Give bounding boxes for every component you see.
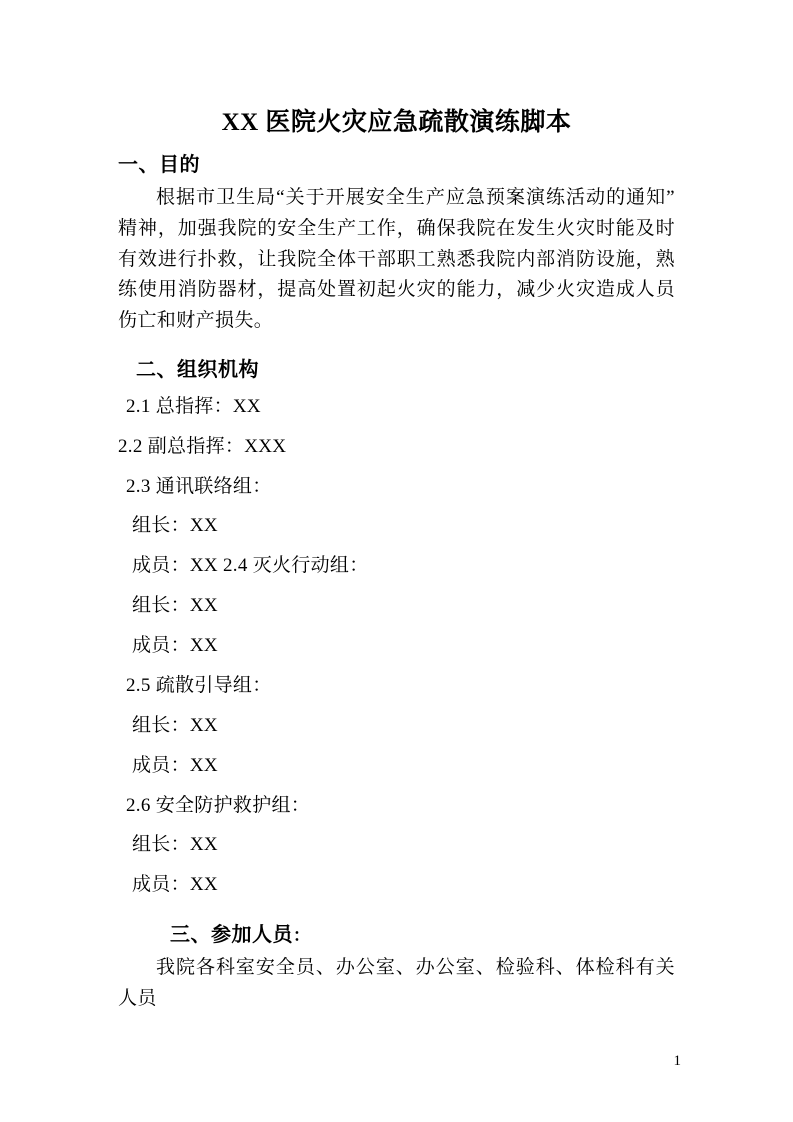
paragraph-purpose: 根据市卫生局“关于开展安全生产应急预案演练活动的通知”精神，加强我院的安全生产工作，确保我院在发生火灾时能及时有效进行扑救，让我院全体干部职工熟悉我院内部消防设施，熟练使用消防器材，提高处置初起火灾的能力，减少火灾造成人员伤亡和财产损失。: [118, 187, 675, 332]
list-item: 成员：XX: [132, 754, 218, 776]
section-heading-participants: [118, 918, 675, 947]
list-item: 2.1 总指挥：XX: [126, 395, 261, 417]
list-item: 2.2 副总指挥：XXX: [118, 435, 287, 457]
page-number: 1: [673, 1053, 681, 1069]
page-title: XX 医院火灾应急疏散演练脚本: [221, 109, 572, 136]
list-item: 2.5 疏散引导组：: [126, 674, 272, 696]
section-heading-purpose: 一、目的: [118, 152, 200, 176]
list-item: 组长：XX: [132, 515, 218, 537]
list-item: 2.6 安全防护救护组：: [126, 794, 311, 816]
list-item: 成员：XX 2.4 灭火行动组：: [132, 555, 369, 577]
list-item: 成员：XX: [132, 635, 218, 657]
list-item: 2.3 通讯联络组：: [126, 475, 272, 497]
list-item: 组长：XX: [132, 834, 218, 856]
list-item: 成员：XX: [132, 874, 218, 896]
list-item: 组长：XX: [132, 714, 218, 736]
list-item: 组长：XX: [132, 595, 218, 617]
section-heading-participants-text: 三、参加人员: [170, 922, 293, 947]
section-heading-organization: 二、组织机构: [136, 356, 259, 381]
section-heading-participants-colon: ：: [293, 926, 311, 947]
paragraph-participants: 我院各科室安全员、办公室、办公室、检验科、体检科有关人员: [118, 957, 675, 1009]
